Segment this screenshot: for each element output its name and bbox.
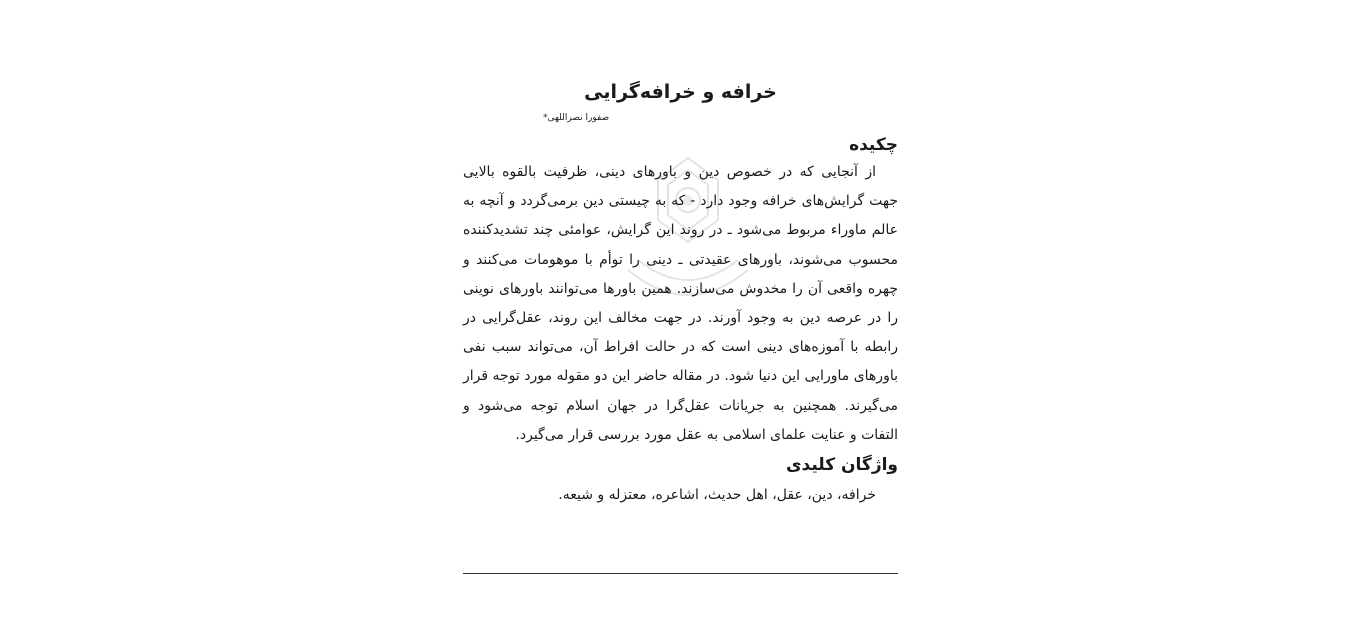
keywords-text: خرافه، دین، عقل، اهل حدیث، اشاعره، معتزله و شیعه. — [558, 487, 876, 504]
footnote-divider — [463, 573, 898, 574]
article-title: خرافه و خرافه‌گرایی — [584, 81, 777, 103]
author-name: صفورا نصراللهی* — [543, 113, 610, 123]
keywords-heading: واژگان کلیدی — [785, 455, 898, 476]
article-page — [463, 70, 898, 510]
abstract-heading: چکیده — [849, 135, 898, 155]
abstract-text: از آنجایی که در خصوص دین و باورهای دینی، ظرفیت بالقوه بالایی جهت گرایش‌های خرافه وجود دارد - که به چیستی دین برمی‌گردد و آنچه به عالم ماوراء مربوط می‌شود ـ در روند این گرایش، عوامئی چند تشدیدکننده محسوب می‌شوند، باورهای عقیدتی ـ دینی را توأم با موهومات می‌کنند و چهره واقعی آن را مخدوش می‌سازند. همین باورها می‌توانند باورهای نوینی را در عرصه دین به وجود آورند. در جهت مخالف این روند، عقل‌گرایی در رابطه با آموزه‌های دینی است که در حالت افراط آن، می‌تواند سبب نفی باورهای ماورایی این دنیا شود. در مقاله حاضر این دو مقوله مورد توجه قرار می‌گیرند. همچنین به جریانات عقل‌گرا در جهان اسلام توجه می‌شود و التفات و عنایت علمای اسلامی به عقل مورد بررسی قرار می‌گیرد. — [463, 164, 898, 443]
